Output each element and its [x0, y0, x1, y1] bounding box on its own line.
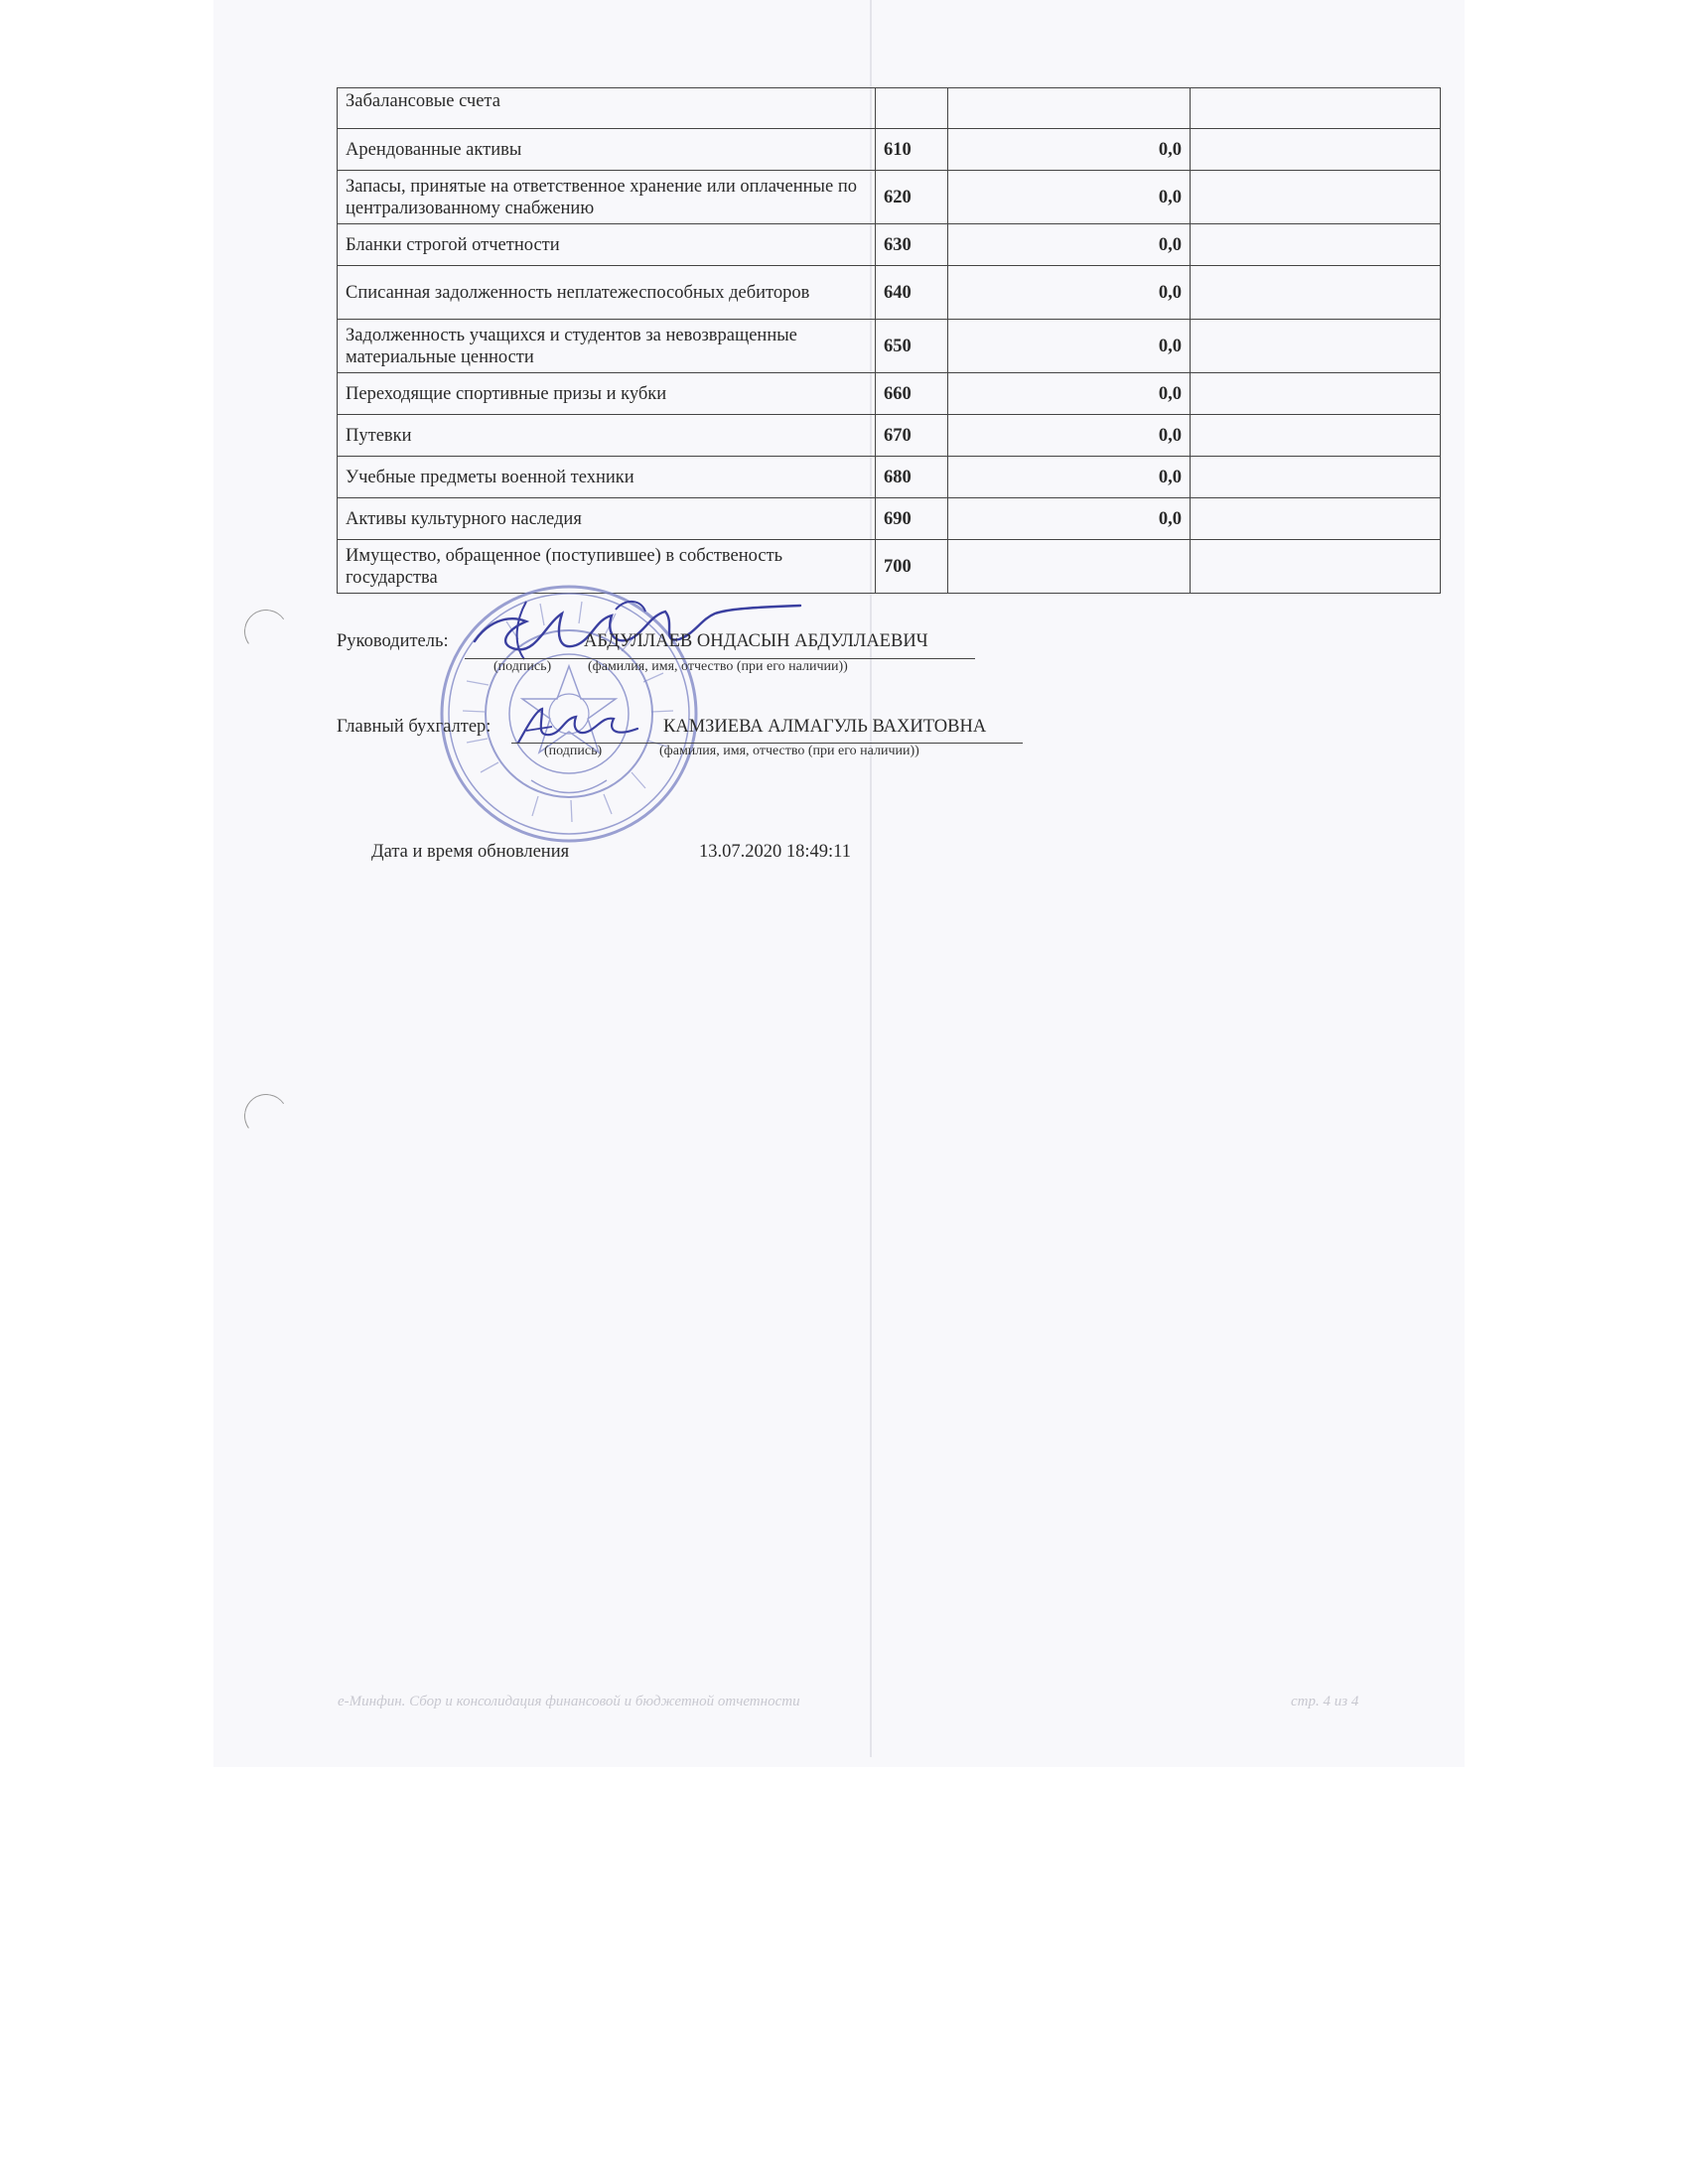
row-end-value: [1191, 457, 1441, 498]
row-value: 0,0: [948, 415, 1191, 457]
row-end-value: [1191, 540, 1441, 594]
row-value: 0,0: [948, 266, 1191, 320]
row-value: [948, 540, 1191, 594]
director-signature: [467, 594, 804, 665]
accountant-name-hint: (фамилия, имя, отчество (при его наличии)): [659, 744, 919, 758]
row-end-value: [1191, 266, 1441, 320]
table-row: [338, 129, 1441, 171]
row-name: Задолженность учащихся и студентов за невозвращенные материальные ценности: [338, 320, 876, 373]
accountant-signature-hint: (подпись): [544, 744, 603, 758]
row-end-value: [1191, 224, 1441, 266]
row-name: Переходящие спортивные призы и кубки: [338, 373, 876, 415]
update-datetime: 13.07.2020 18:49:11: [699, 842, 851, 862]
table-header-row: [338, 88, 1441, 129]
row-value: 0,0: [948, 129, 1191, 171]
row-value: 0,0: [948, 498, 1191, 540]
table-row: [338, 498, 1441, 540]
row-code: 670: [876, 415, 948, 457]
row-code: 640: [876, 266, 948, 320]
row-value: 0,0: [948, 373, 1191, 415]
row-name: Списанная задолженность неплатежеспособных дебиторов: [338, 266, 876, 320]
row-end-value: [1191, 498, 1441, 540]
row-end-value: [1191, 320, 1441, 373]
row-value: 0,0: [948, 171, 1191, 224]
row-value: 0,0: [948, 320, 1191, 373]
row-name: Бланки строгой отчетности: [338, 224, 876, 266]
director-label: Руководитель:: [337, 631, 449, 651]
row-name: Имущество, обращенное (поступившее) в собственость государства: [338, 540, 876, 594]
row-code: 700: [876, 540, 948, 594]
row-code: 610: [876, 129, 948, 171]
table-header-code-cell: [876, 88, 948, 129]
accountant-name: КАМЗИЕВА АЛМАГУЛЬ ВАХИТОВНА: [663, 717, 987, 737]
row-name: Путевки: [338, 415, 876, 457]
row-value: 0,0: [948, 224, 1191, 266]
table-row: [338, 373, 1441, 415]
row-code: 650: [876, 320, 948, 373]
table-row: [338, 320, 1441, 373]
row-code: 660: [876, 373, 948, 415]
row-name: Активы культурного наследия: [338, 498, 876, 540]
row-code: 620: [876, 171, 948, 224]
director-name-hint: (фамилия, имя, отчество (при его наличии)): [588, 659, 848, 674]
row-end-value: [1191, 129, 1441, 171]
row-code: 630: [876, 224, 948, 266]
footer-page-number: стр. 4 из 4: [1291, 1694, 1359, 1709]
off-balance-table: [337, 87, 1441, 594]
row-name: Запасы, принятые на ответственное хранение или оплаченные по централизованному снабжению: [338, 171, 876, 224]
table-row: [338, 457, 1441, 498]
table-header-cell: Забалансовые счета: [338, 88, 876, 129]
table-header-value-cell: [948, 88, 1191, 129]
update-label: Дата и время обновления: [371, 842, 570, 862]
row-value: 0,0: [948, 457, 1191, 498]
row-name: Учебные предметы военной техники: [338, 457, 876, 498]
row-end-value: [1191, 415, 1441, 457]
table-row: [338, 415, 1441, 457]
director-name: АБДУЛЛАЕВ ОНДАСЫН АБДУЛЛАЕВИЧ: [584, 631, 928, 651]
director-signature-hint: (подпись): [493, 659, 552, 674]
table-row: [338, 266, 1441, 320]
table-row: [338, 224, 1441, 266]
row-end-value: [1191, 171, 1441, 224]
footer-system-name: е-Минфин. Сбор и консолидация финансовой и бюджетной отчетности: [338, 1694, 800, 1709]
row-code: 680: [876, 457, 948, 498]
row-name: Арендованные активы: [338, 129, 876, 171]
table-row: [338, 171, 1441, 224]
row-end-value: [1191, 373, 1441, 415]
row-code: 690: [876, 498, 948, 540]
table-header-end-cell: [1191, 88, 1441, 129]
accountant-label: Главный бухгалтер:: [337, 717, 492, 737]
